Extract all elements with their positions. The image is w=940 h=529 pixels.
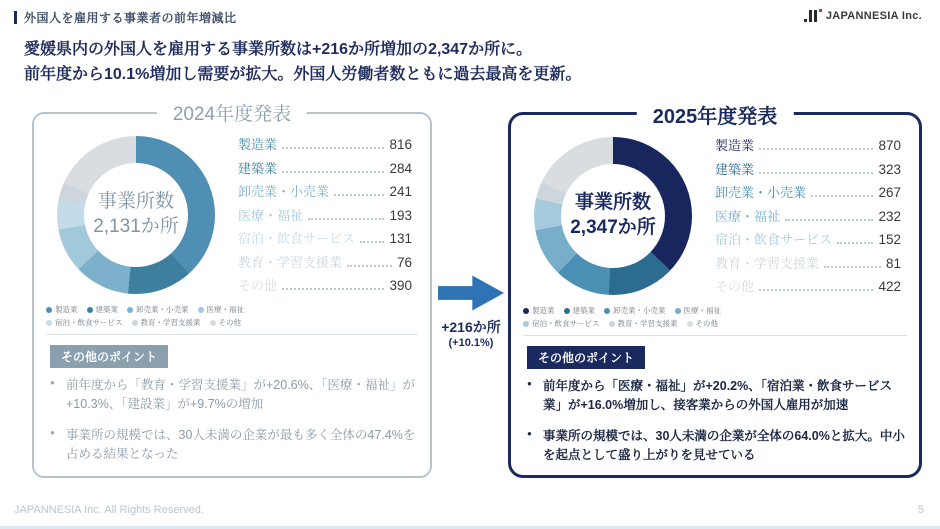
donut-center-value: 2,131か所 bbox=[93, 216, 179, 237]
legend-item bbox=[604, 305, 666, 316]
points-list-2025 bbox=[527, 377, 905, 466]
legend-dot-icon bbox=[523, 321, 529, 327]
industry-label: その他 bbox=[238, 278, 278, 293]
point-item: ● 前年度から「教育・学習支援業」が+20.6%、「医療・福祉」が+10.3%、「建設業」が+9.7%の増加 bbox=[50, 376, 416, 415]
industry-list-2024 bbox=[230, 130, 418, 328]
panel-2024-chart-area bbox=[34, 114, 430, 328]
logo-text: JAPANNESIA Inc. bbox=[825, 10, 922, 22]
legend-item bbox=[523, 305, 555, 316]
points-badge-2024: その他のポイント bbox=[50, 345, 168, 368]
industry-row bbox=[715, 135, 901, 159]
legend-dot-icon bbox=[523, 308, 529, 314]
legend-label: 教育・学習支援業 bbox=[617, 319, 678, 328]
industry-row bbox=[715, 159, 901, 183]
panel-divider bbox=[46, 334, 418, 335]
legend-item bbox=[564, 305, 596, 316]
legend-2024 bbox=[46, 302, 244, 328]
logo-bar-icon bbox=[814, 10, 817, 22]
industry-row bbox=[238, 228, 412, 252]
legend-dot-icon bbox=[87, 307, 93, 313]
industry-value: 284 bbox=[389, 160, 412, 176]
legend-label: 宿泊・飲食サービス bbox=[55, 318, 123, 327]
panel-2025-chart-area bbox=[511, 115, 919, 329]
legend-item bbox=[46, 317, 123, 328]
legend-item bbox=[132, 317, 201, 328]
industry-value: 870 bbox=[878, 138, 901, 153]
legend-row bbox=[523, 305, 721, 316]
legend-dot-icon bbox=[198, 307, 204, 313]
dotted-leader bbox=[811, 195, 873, 197]
legend-row bbox=[46, 317, 241, 328]
dotted-leader bbox=[759, 289, 873, 291]
industry-value: 267 bbox=[878, 185, 901, 200]
right-arrow-icon bbox=[438, 274, 504, 312]
industry-row bbox=[238, 252, 412, 276]
legend-dot-icon bbox=[210, 320, 216, 326]
points-list-2024 bbox=[50, 376, 416, 465]
legend-label: 建築業 bbox=[95, 305, 118, 314]
legend-label: 医療・福祉 bbox=[206, 305, 244, 314]
legend-label: 卸売業・小売業 bbox=[613, 306, 666, 315]
industry-label: 卸売業・小売業 bbox=[238, 184, 330, 199]
dotted-leader bbox=[837, 242, 873, 244]
legend-dot-icon bbox=[687, 321, 693, 327]
industry-value: 131 bbox=[389, 231, 412, 246]
donut-chart-2024 bbox=[57, 136, 215, 294]
donut-center-2025 bbox=[561, 164, 665, 268]
legend-item bbox=[127, 304, 189, 315]
kicker-text: 外国人を雇用する事業者の前年増減比 bbox=[24, 11, 237, 25]
donut-center-value: 2,347か所 bbox=[570, 217, 656, 238]
legend-item bbox=[609, 318, 678, 329]
legend-label: 建築業 bbox=[572, 306, 595, 315]
industry-row bbox=[238, 158, 412, 182]
headline-line-1: 愛媛県内の外国人を雇用する事業所数は+216か所増加の2,347か所に。 bbox=[24, 41, 533, 58]
panel-divider bbox=[523, 335, 907, 336]
legend-dot-icon bbox=[564, 308, 570, 314]
legend-row bbox=[523, 318, 718, 329]
industry-row bbox=[238, 134, 412, 158]
page-number: 5 bbox=[917, 504, 924, 516]
industry-label: 教育・学習支援業 bbox=[715, 255, 820, 271]
panel-2025-title: 2025年度発表 bbox=[637, 100, 794, 129]
industry-row bbox=[715, 182, 901, 206]
industry-label: 卸売業・小売業 bbox=[715, 185, 807, 200]
yoy-change-label: +216か所 bbox=[441, 319, 501, 335]
legend-dot-icon bbox=[46, 320, 52, 326]
legend-label: 卸売業・小売業 bbox=[136, 305, 189, 314]
industry-row bbox=[715, 253, 901, 277]
industry-label: 宿泊・飲食サービス bbox=[715, 232, 833, 247]
donut-center-label: 事業所数 bbox=[97, 191, 174, 213]
kicker-bar-icon bbox=[14, 11, 17, 24]
legend-dot-icon bbox=[132, 320, 138, 326]
headline bbox=[24, 38, 581, 88]
japannesia-logo-mark-icon bbox=[804, 10, 822, 22]
industry-label: 建築業 bbox=[238, 160, 278, 176]
industry-value: 390 bbox=[389, 278, 412, 293]
dotted-leader bbox=[360, 241, 384, 243]
dotted-leader bbox=[282, 171, 384, 173]
dotted-leader bbox=[785, 219, 873, 221]
industry-value: 241 bbox=[389, 184, 412, 199]
company-logo bbox=[804, 10, 922, 22]
industry-label: その他 bbox=[715, 279, 755, 294]
slide-kicker bbox=[14, 9, 237, 26]
industry-value: 422 bbox=[878, 279, 901, 294]
logo-red-square-icon bbox=[819, 9, 822, 12]
yoy-change bbox=[434, 274, 508, 349]
industry-row bbox=[238, 205, 412, 229]
legend-dot-icon bbox=[46, 307, 52, 313]
point-item: ● 事業所の規模では、30人未満の企業が全体の64.0%と拡大。中小を起点として盛り上がりを見せている bbox=[527, 427, 905, 466]
panel-2024-title: 2024年度発表 bbox=[157, 99, 307, 126]
panel-2025 bbox=[508, 106, 922, 478]
industry-row bbox=[238, 181, 412, 205]
legend-2025 bbox=[523, 303, 721, 329]
copyright-text: JAPANNESIA Inc. All Rights Reserved. bbox=[14, 504, 204, 516]
donut-chart-2025 bbox=[534, 137, 692, 295]
industry-label: 製造業 bbox=[715, 138, 755, 153]
industry-label: 医療・福祉 bbox=[715, 208, 781, 224]
legend-dot-icon bbox=[127, 307, 133, 313]
dotted-leader bbox=[308, 218, 384, 220]
legend-item bbox=[523, 318, 600, 329]
industry-label: 宿泊・飲食サービス bbox=[238, 231, 356, 246]
industry-label: 製造業 bbox=[238, 137, 278, 152]
point-item: ● 前年度から「医療・福祉」が+20.2%、「宿泊業・飲食サービス業」が+16.0%増加し、接客業からの外国人雇用が加速 bbox=[527, 377, 905, 416]
industry-row bbox=[715, 276, 901, 300]
industry-value: 323 bbox=[878, 161, 901, 177]
industry-value: 816 bbox=[389, 137, 412, 152]
dotted-leader bbox=[759, 172, 873, 174]
legend-item bbox=[46, 304, 78, 315]
dotted-leader bbox=[282, 288, 384, 290]
industry-row bbox=[238, 275, 412, 299]
legend-dot-icon bbox=[609, 321, 615, 327]
legend-row bbox=[46, 304, 244, 315]
legend-label: 宿泊・飲食サービス bbox=[532, 319, 600, 328]
dotted-leader bbox=[282, 147, 384, 149]
industry-label: 建築業 bbox=[715, 161, 755, 177]
legend-label: 医療・福祉 bbox=[683, 306, 721, 315]
legend-label: その他 bbox=[218, 318, 241, 327]
logo-bar-icon bbox=[809, 10, 812, 22]
legend-label: 製造業 bbox=[55, 305, 78, 314]
legend-dot-icon bbox=[675, 308, 681, 314]
industry-row bbox=[715, 206, 901, 230]
legend-label: 製造業 bbox=[532, 306, 555, 315]
dotted-leader bbox=[334, 194, 384, 196]
dotted-leader bbox=[824, 266, 881, 268]
industry-value: 76 bbox=[396, 254, 412, 270]
point-item: ● 事業所の規模では、30人未満の企業が最も多く全体の47.4%を占める結果となった bbox=[50, 426, 416, 465]
legend-label: その他 bbox=[695, 319, 718, 328]
industry-value: 232 bbox=[878, 208, 901, 224]
points-badge-2025: その他のポイント bbox=[527, 346, 645, 369]
industry-row bbox=[715, 229, 901, 253]
legend-dot-icon bbox=[604, 308, 610, 314]
industry-value: 193 bbox=[389, 207, 412, 223]
legend-label: 教育・学習支援業 bbox=[140, 318, 201, 327]
panel-2024 bbox=[32, 104, 432, 478]
industry-label: 教育・学習支援業 bbox=[238, 254, 343, 270]
dotted-leader bbox=[347, 265, 392, 267]
industry-value: 81 bbox=[885, 255, 901, 271]
legend-item bbox=[87, 304, 119, 315]
donut-center-2024 bbox=[84, 163, 188, 267]
headline-line-2: 前年度から10.1%増加し需要が拡大。外国人労働者数ともに過去最高を更新。 bbox=[24, 65, 582, 83]
donut-center-label: 事業所数 bbox=[574, 192, 651, 214]
industry-list-2025 bbox=[707, 131, 907, 329]
yoy-change-percent: (+10.1%) bbox=[448, 337, 494, 349]
industry-label: 医療・福祉 bbox=[238, 207, 304, 223]
logo-dot-icon bbox=[804, 19, 807, 22]
dotted-leader bbox=[759, 148, 873, 150]
industry-value: 152 bbox=[878, 232, 901, 247]
